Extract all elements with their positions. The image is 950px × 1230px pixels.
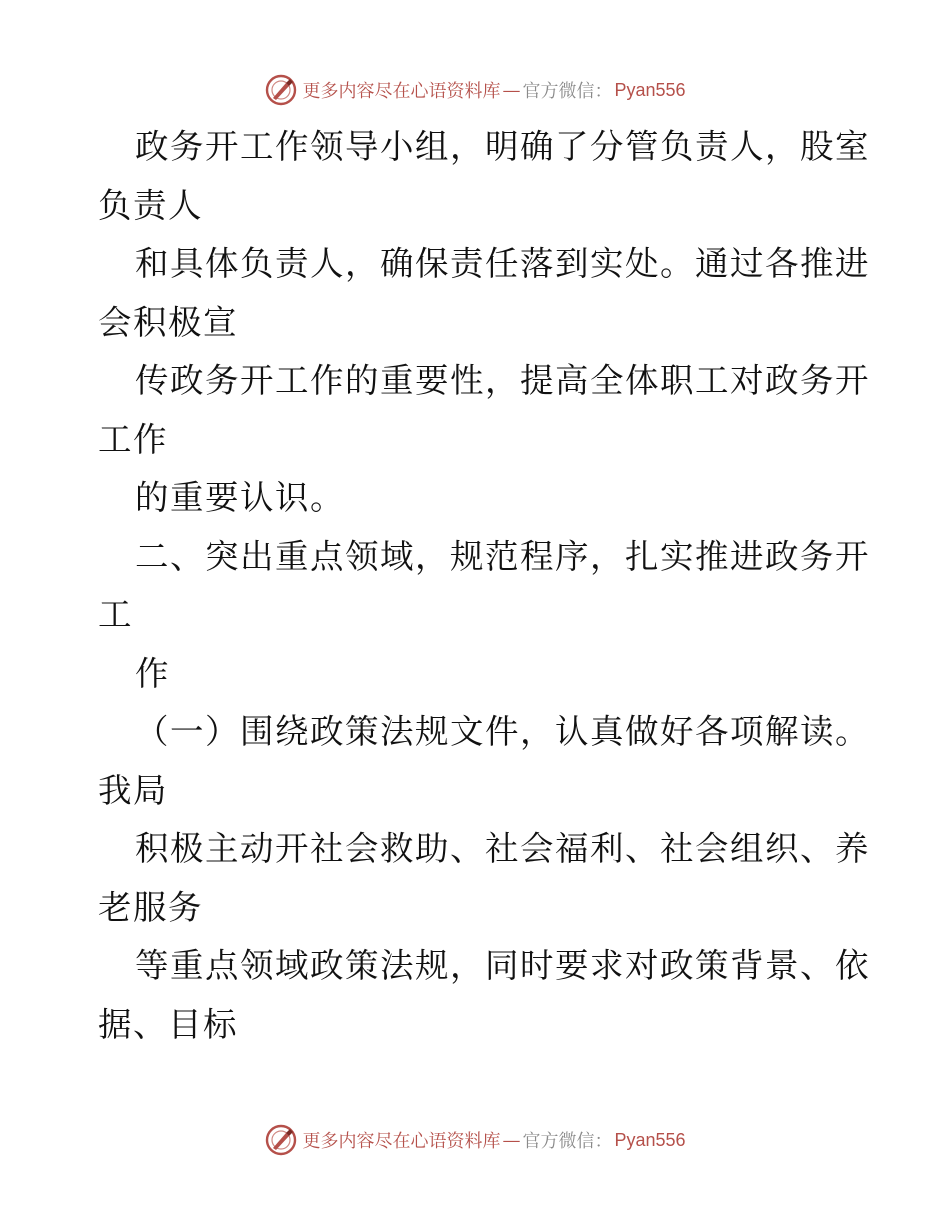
subsection-heading: （一）围绕政策法规文件，认真做好各项解读。 <box>135 712 870 751</box>
document-body <box>98 118 870 1054</box>
text-line: 负责人 <box>98 185 203 225</box>
text-line: 政务开工作领导小组，明确了分管负责人，股室 <box>135 127 870 166</box>
watermark-wechat-id: Pyan556 <box>614 79 686 100</box>
section-heading-continued: 作 <box>135 653 170 693</box>
pen-logo-icon <box>264 73 298 107</box>
text-line: 积极主动开社会救助、社会福利、社会组织、养 <box>135 829 870 868</box>
pen-logo-icon <box>264 1123 298 1157</box>
text-line: 等重点领域政策法规，同时要求对政策背景、依 <box>135 946 870 985</box>
watermark-separator: — <box>502 1129 521 1151</box>
text-line: 和具体负责人，确保责任落到实处。通过各推进 <box>135 244 870 283</box>
text-line: 我局 <box>98 770 168 810</box>
watermark-text: 更多内容尽在心语资料库 <box>302 81 501 102</box>
watermark-wechat-label: 官方微信： <box>522 1131 613 1152</box>
header-watermark <box>0 70 950 110</box>
text-line: 工作 <box>98 419 168 459</box>
text-line: 会积极宣 <box>98 302 238 342</box>
text-line: 老服务 <box>98 887 203 927</box>
text-line: 传政务开工作的重要性，提高全体职工对政务开 <box>135 361 870 400</box>
watermark-wechat-id: Pyan556 <box>614 1129 686 1150</box>
text-line: 的重要认识。 <box>135 478 345 517</box>
watermark-separator: — <box>502 79 521 101</box>
watermark-wechat-label: 官方微信： <box>522 81 613 102</box>
watermark-text: 更多内容尽在心语资料库 <box>302 1131 501 1152</box>
text-line: 据、目标 <box>98 1004 238 1044</box>
section-heading: 二、突出重点领域，规范程序，扎实推进政务开 <box>135 536 870 576</box>
footer-watermark <box>0 1120 950 1160</box>
section-heading-continued: 工 <box>98 595 133 634</box>
